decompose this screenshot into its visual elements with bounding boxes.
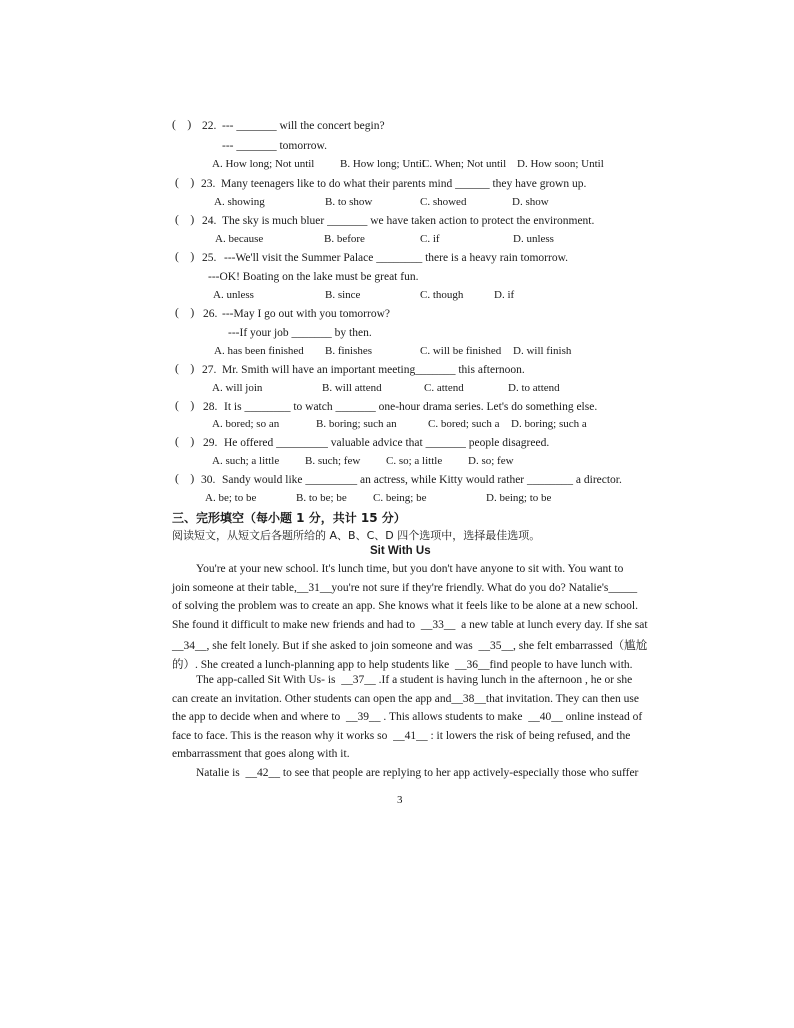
question-stem: Sandy would like _________ an actress, while Kitty would rather ________ a director.: [222, 474, 622, 486]
passage-line: Natalie is __42__ to see that people are replying to her app actively-especially those who suffer: [196, 767, 639, 779]
option-b: B. to be; be: [296, 492, 347, 504]
option-b: B. boring; such an: [316, 418, 397, 430]
option-a: A. How long; Not until: [212, 158, 315, 170]
option-d: D. boring; such a: [511, 418, 587, 430]
passage-title: Sit With Us: [370, 545, 431, 557]
answer-paren: ( ): [175, 251, 195, 263]
answer-paren: ( ): [175, 307, 195, 319]
passage-line: You're at your new school. It's lunch time, but you don't have anyone to sit with. You want to: [196, 563, 624, 575]
option-b: B. to show: [325, 196, 373, 208]
passage-line: __34__, she felt lonely. But if she asked to join someone and was __35__, she felt embarrassed（尴尬: [172, 640, 648, 652]
question-stem: Mr. Smith will have an important meeting_______ this afternoon.: [222, 364, 525, 376]
option-d: D. to attend: [508, 382, 560, 394]
passage-line: of solving the problem was to create an app. She knows what it feels like to be alone at a new school.: [172, 600, 638, 612]
passage-line: She found it difficult to make new friends and had to __33__ a new table at lunch every day. If she sat: [172, 619, 648, 631]
option-d: D. if: [494, 289, 515, 301]
option-a: A. will join: [212, 382, 263, 394]
option-d: D. will finish: [513, 345, 572, 357]
option-d: D. being; to be: [486, 492, 552, 504]
question-number: 28.: [203, 401, 218, 413]
question-stem: The sky is much bluer _______ we have taken action to protect the environment.: [222, 215, 595, 227]
question-stem: --- _______ will the concert begin?: [222, 120, 385, 132]
question-number: 26.: [203, 308, 218, 320]
question-number: 25.: [202, 252, 217, 264]
option-a: A. such; a little: [212, 455, 280, 467]
question-stem-2: --- _______ tomorrow.: [222, 140, 327, 152]
option-b: B. finishes: [325, 345, 373, 357]
answer-paren: ( ): [175, 177, 195, 189]
question-stem-2: ---OK! Boating on the lake must be great fun.: [208, 271, 419, 283]
option-a: A. bored; so an: [212, 418, 280, 430]
option-c: C. attend: [424, 382, 464, 394]
passage-line: join someone at their table,__31__you're not sure if they're friendly. What do you do? Natalie's_____: [172, 582, 638, 594]
question-number: 29.: [203, 437, 218, 449]
option-c: C. so; a little: [386, 455, 443, 467]
passage-line: the app to decide when and where to __39__ . This allows students to make __40__ online instead of: [172, 711, 643, 723]
page-number: 3: [397, 794, 403, 806]
passage-line: can create an invitation. Other students can open the app and__38__that invitation. They can then use: [172, 693, 639, 705]
question-stem: Many teenagers like to do what their parents mind ______ they have grown up.: [221, 178, 587, 190]
question-number: 24.: [202, 215, 217, 227]
option-b: B. such; few: [305, 455, 361, 467]
passage-line: face to face. This is the reason why it works so __41__ : it lowers the risk of being refused, and the: [172, 730, 631, 742]
option-d: D. unless: [513, 233, 554, 245]
option-b: B. will attend: [322, 382, 382, 394]
answer-paren: ( ): [175, 436, 195, 448]
option-c: C. being; be: [373, 492, 427, 504]
question-number: 23.: [201, 178, 216, 190]
option-b: B. since: [325, 289, 361, 301]
passage-line: The app-called Sit With Us- is __37__ .If a student is having lunch in the afternoon , he or she: [196, 674, 633, 686]
answer-paren: ( ): [175, 363, 195, 375]
option-b: B. How long; Until: [340, 158, 425, 170]
option-a: A. because: [215, 233, 264, 245]
question-stem: He offered _________ valuable advice that _______ people disagreed.: [224, 437, 550, 449]
question-stem: ---May I go out with you tomorrow?: [222, 308, 390, 320]
option-d: D. so; few: [468, 455, 514, 467]
option-b: B. before: [324, 233, 365, 245]
option-a: A. has been finished: [214, 345, 304, 357]
question-stem: It is ________ to watch _______ one-hour drama series. Let's do something else.: [224, 401, 598, 413]
passage-line: 的）. She created a lunch-planning app to help students like __36__find people to have lunch with.: [172, 659, 633, 671]
question-number: 27.: [202, 364, 217, 376]
option-d: D. show: [512, 196, 549, 208]
question-stem-2: ---If your job _______ by then.: [228, 327, 372, 339]
option-c: C. will be finished: [420, 345, 502, 357]
option-a: A. unless: [213, 289, 254, 301]
option-a: A. showing: [214, 196, 265, 208]
option-c: C. showed: [420, 196, 467, 208]
section-instruction: 阅读短文，从短文后各题所给的 A、B、C、D 四个选项中，选择最佳选项。: [172, 529, 541, 542]
answer-paren: ( ): [175, 473, 195, 485]
question-number: 30.: [201, 474, 216, 486]
answer-paren: ( ): [175, 214, 195, 226]
option-d: D. How soon; Until: [517, 158, 604, 170]
option-c: C. though: [420, 289, 464, 301]
option-c: C. if: [420, 233, 440, 245]
answer-paren: ( ): [172, 119, 192, 131]
answer-paren: ( ): [175, 400, 195, 412]
question-number: 22.: [202, 120, 217, 132]
option-a: A. be; to be: [205, 492, 257, 504]
passage-line: embarrassment that goes along with it.: [172, 748, 350, 760]
option-c: C. bored; such a: [428, 418, 500, 430]
option-c: C. When; Not until: [422, 158, 507, 170]
section-heading: 三、完形填空（每小题 1 分，共计 15 分）: [172, 511, 406, 525]
question-stem: ---We'll visit the Summer Palace ________ there is a heavy rain tomorrow.: [224, 252, 569, 264]
